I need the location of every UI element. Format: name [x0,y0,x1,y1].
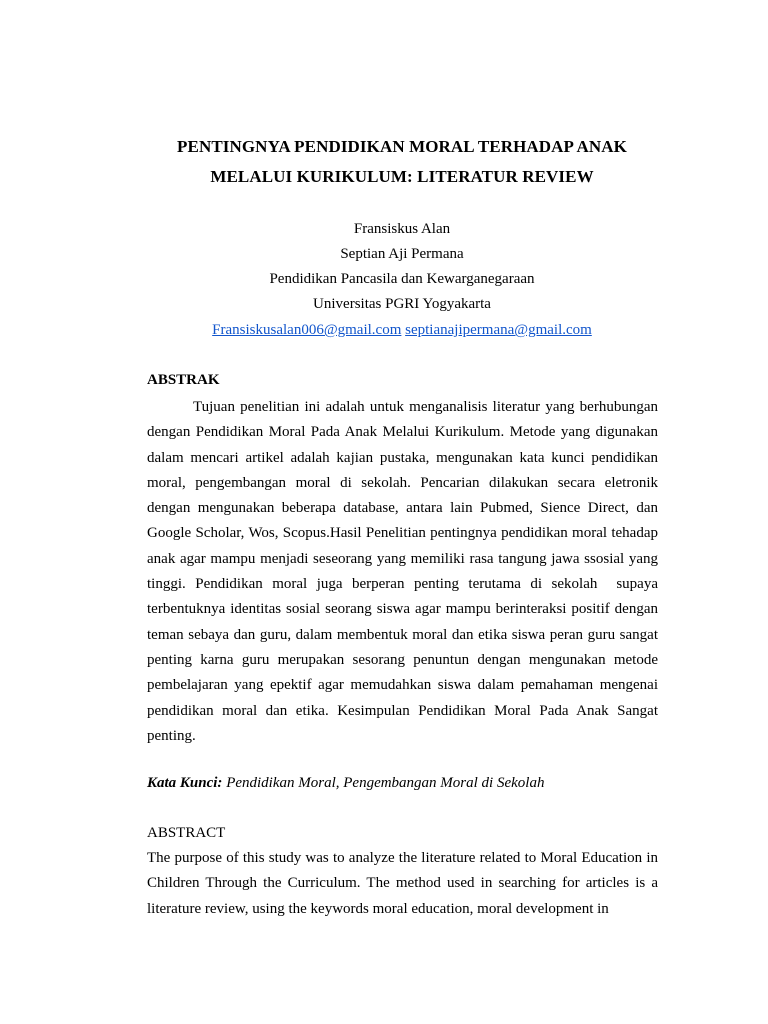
abstrak-paragraph: Tujuan penelitian ini adalah untuk menganalisis literatur yang berhubungan dengan Pendidikan Moral Pada Anak Melalui Kurikulum. Metode yang digunakan dalam mencari artikel adalah kajian pustaka, mengunakan kata kunci pendidikan moral, pengembangan moral di sekolah. Pencarian dilakukan secara eletronik dengan mengunakan beberapa database, antara lain Pubmed, Sience Direct, dan Google Scholar, Wos, Scopus.Hasil Penelitian pentingnya pendidikan moral tehadap anak agar mampu menjadi seseorang yang memiliki rasa tangung jawa ssosial yang tinggi. Pendidikan moral juga berperan penting terutama di sekolah supaya terbentuknya identitas sosial seorang siswa agar mampu berinteraksi positif dengan teman sebaya dan guru, dalam membentuk moral dan etika siswa peran guru sangat penting karna guru merupakan sesorang penuntun dengan mengunakan metode pembelajaran yang epektif agar memudahkan siswa dalam pemahaman mengenai pendidikan moral dan etika. Kesimpulan Pendidikan Moral Pada Anak Sangat penting. [147,399,658,744]
abstract-paragraph: The purpose of this study was to analyze the literature related to Moral Education in Children Through the Curriculum. The method used in searching for articles is a literature review, using the keywords moral education, moral development in [147,850,658,917]
university: Universitas PGRI Yogyakarta [313,296,491,312]
author-emails [100,322,704,339]
author-1: Fransiskus Alan [353,221,451,237]
email-link-2[interactable]: septianajipermana@gmail.com [405,322,592,338]
keywords [147,775,544,792]
paper-title-line-1: PENTINGNYA PENDIDIKAN MORAL TERHADAP ANAK [177,137,627,156]
department: Pendidikan Pancasila dan Kewarganegaraan [269,271,535,287]
author-2: Septian Aji Permana [340,246,464,262]
abstrak-heading: ABSTRAK [147,372,220,388]
paper-title-line-2: MELALUI KURIKULUM: LITERATUR REVIEW [210,167,594,186]
keywords-text: Pendidikan Moral, Pengembangan Moral di Sekolah [222,775,545,791]
email-link-1[interactable]: Fransiskusalan006@gmail.com [212,322,402,338]
abstract-heading: ABSTRACT [147,825,226,841]
keywords-label: Kata Kunci: [147,775,223,791]
